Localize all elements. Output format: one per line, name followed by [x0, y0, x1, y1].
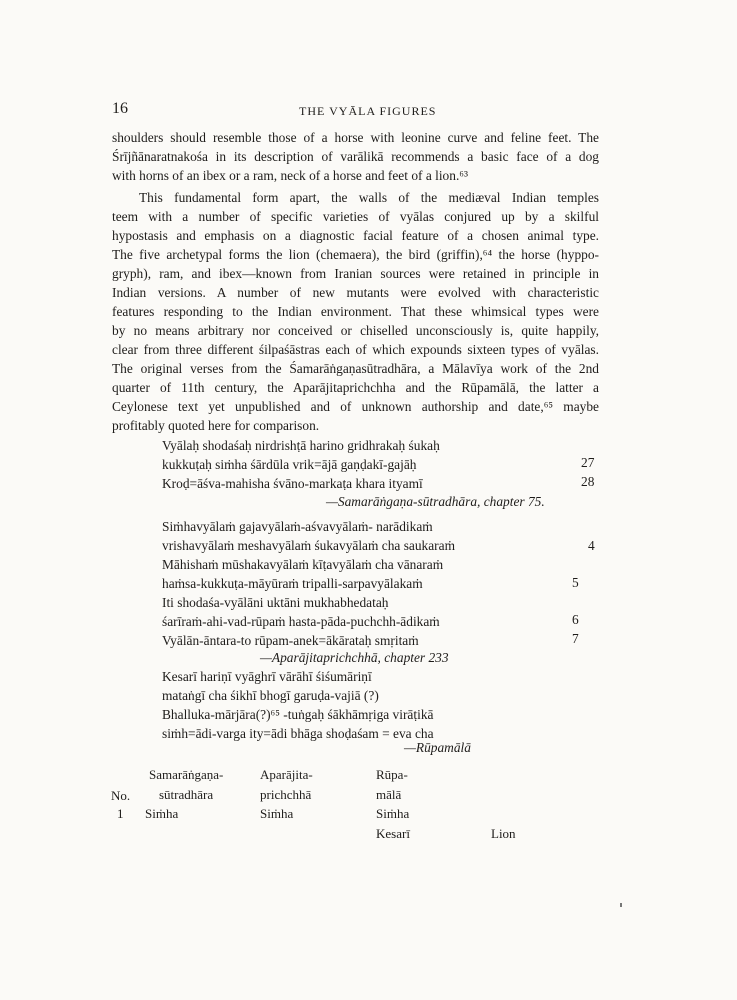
paragraph-line: teem with a number of specific varieties of vyālas conjured up by a skilful: [112, 209, 599, 224]
paragraph-line: by no means arbitrary nor conceived or chiselled unconsciously is, quite happily,: [112, 323, 599, 338]
verse-line: Māhishaṁ mūshakavyālaṁ kīṭavyālaṁ cha vānaraṁ: [162, 557, 444, 572]
verse-line: haṁsa-kukkuṭa-māyūraṁ tripalli-sarpavyālakaṁ: [162, 576, 423, 591]
paragraph-line: The five archetypal forms the lion (chemaera), the bird (griffin),⁶⁴ the horse (hyppo-: [112, 247, 599, 262]
running-title: THE VYĀLA FIGURES: [299, 104, 437, 118]
paragraph-line: hypostasis and emphasis on a diagnostic facial feature of a chosen animal type.: [112, 228, 599, 243]
table-cell-rupamala: Siṁha: [376, 806, 410, 821]
verse-samarangana: [162, 436, 440, 493]
paragraph-line: Ceylonese text yet unpublished and of unknown authorship and date,⁶⁵ maybe: [112, 399, 599, 414]
verse-source: —Aparājitaprichchhā, chapter 233: [260, 650, 449, 665]
paragraph-line: features responding to the Indian environment. That these whimsical types were: [112, 304, 599, 319]
verse-line: mataṅgī cha śikhī bhogī garuḍa-vajiā (?): [162, 688, 379, 703]
verse-line: siṁh=ādi-varga ity=ādi bhāga shoḍaśam = eva cha: [162, 726, 434, 741]
verse-line: vrishavyālaṁ meshavyālaṁ śukavyālaṁ cha saukaraṁ: [162, 538, 455, 553]
verse-aparajita: [162, 517, 455, 650]
table-cell-no: 1: [117, 806, 124, 821]
verse-line: Siṁhavyālaṁ gajavyālaṁ-aśvavyālaṁ- narādikaṁ: [162, 519, 433, 534]
paragraph-2: [112, 188, 599, 435]
column-header-samarangana: Samarāṅgaṇa-: [149, 767, 224, 782]
table-cell-samarangana: Siṁha: [145, 806, 179, 821]
paragraph-line: with horns of an ibex or a ram, neck of a horse and feet of a lion.⁶³: [112, 168, 468, 183]
column-header-aparajita: prichchhā: [260, 787, 312, 802]
column-header-no: No.: [111, 788, 131, 803]
column-header-rupamala: mālā: [376, 787, 402, 802]
verse-line: Bhalluka-mārjāra(?)⁶⁵ -tuṅgaḥ śākhāmṛiga virāṭikā: [162, 707, 434, 722]
verse-source: —Samarāṅgaṇa-sūtradhāra, chapter 75.: [326, 494, 545, 509]
paragraph-line: gryph), ram, and ibex—known from Iranian sources were retained in principle in: [112, 266, 599, 281]
verse-line: Iti shodaśa-vyālāni uktāni mukhabhedataḥ: [162, 595, 389, 610]
table-cell-english: Lion: [491, 826, 516, 841]
scan-speck: [620, 903, 622, 907]
column-header-samarangana: sūtradhāra: [159, 787, 214, 802]
verse-line: kukkuṭaḥ siṁha śārdūla vrik=ājā gaṇḍakī-gajāḥ: [162, 457, 417, 472]
paragraph-line: The original verses from the Śamarāṅgaṇasūtradhāra, a Mālavīya work of the 2nd: [112, 361, 599, 376]
paragraph-1: [112, 128, 599, 185]
verse-line: Vyālaḥ shodaśaḥ nirdrishṭā harino gridhrakaḥ śukaḥ: [162, 438, 440, 453]
verse-number: 5: [572, 575, 579, 590]
paragraph-line: shoulders should resemble those of a horse with leonine curve and feline feet. The: [112, 130, 599, 145]
verse-line: śarīraṁ-ahi-vad-rūpaṁ hasta-pāda-puchchh-ādikaṁ: [162, 614, 440, 629]
verse-line: Kesarī hariṇī vyāghrī vārāhī śiśumāriṇī: [162, 669, 372, 684]
verse-number: 4: [588, 538, 595, 553]
column-header-aparajita: Aparājita-: [260, 767, 313, 782]
verse-number: 6: [572, 612, 579, 627]
verse-source: —Rūpamālā: [404, 740, 471, 755]
verse-number: 27: [581, 455, 595, 470]
verse-line: Vyālān-āntara-to rūpam-anek=ākārataḥ smṛitaṁ: [162, 633, 419, 648]
table-cell-aparajita: Siṁha: [260, 806, 294, 821]
verse-number: 28: [581, 474, 595, 489]
table-cell-rupamala: Kesarī: [376, 826, 410, 841]
paragraph-line: quarter of 11th century, the Aparājitaprichchha and the Rūpamālā, the latter a: [112, 380, 599, 395]
paragraph-line: profitably quoted here for comparison.: [112, 418, 320, 433]
verse-number: 7: [572, 631, 579, 646]
paragraph-line: This fundamental form apart, the walls of the mediæval Indian temples: [139, 190, 599, 205]
paragraph-line: Śrījñānaratnakośa in its description of varālikā recommends a basic face of a dog: [112, 149, 599, 164]
paragraph-line: clear from three different śilpaśāstras each of which expounds sixteen types of vyālas.: [112, 342, 599, 357]
paragraph-line: Indian versions. A number of new mutants were evolved with characteristic: [112, 285, 599, 300]
page-number: 16: [112, 100, 128, 117]
column-header-rupamala: Rūpa-: [376, 767, 408, 782]
verse-rupamala: [162, 667, 434, 743]
verse-line: Kroḍ=āśva-mahisha śvāno-markaṭa khara ityamī: [162, 476, 423, 491]
